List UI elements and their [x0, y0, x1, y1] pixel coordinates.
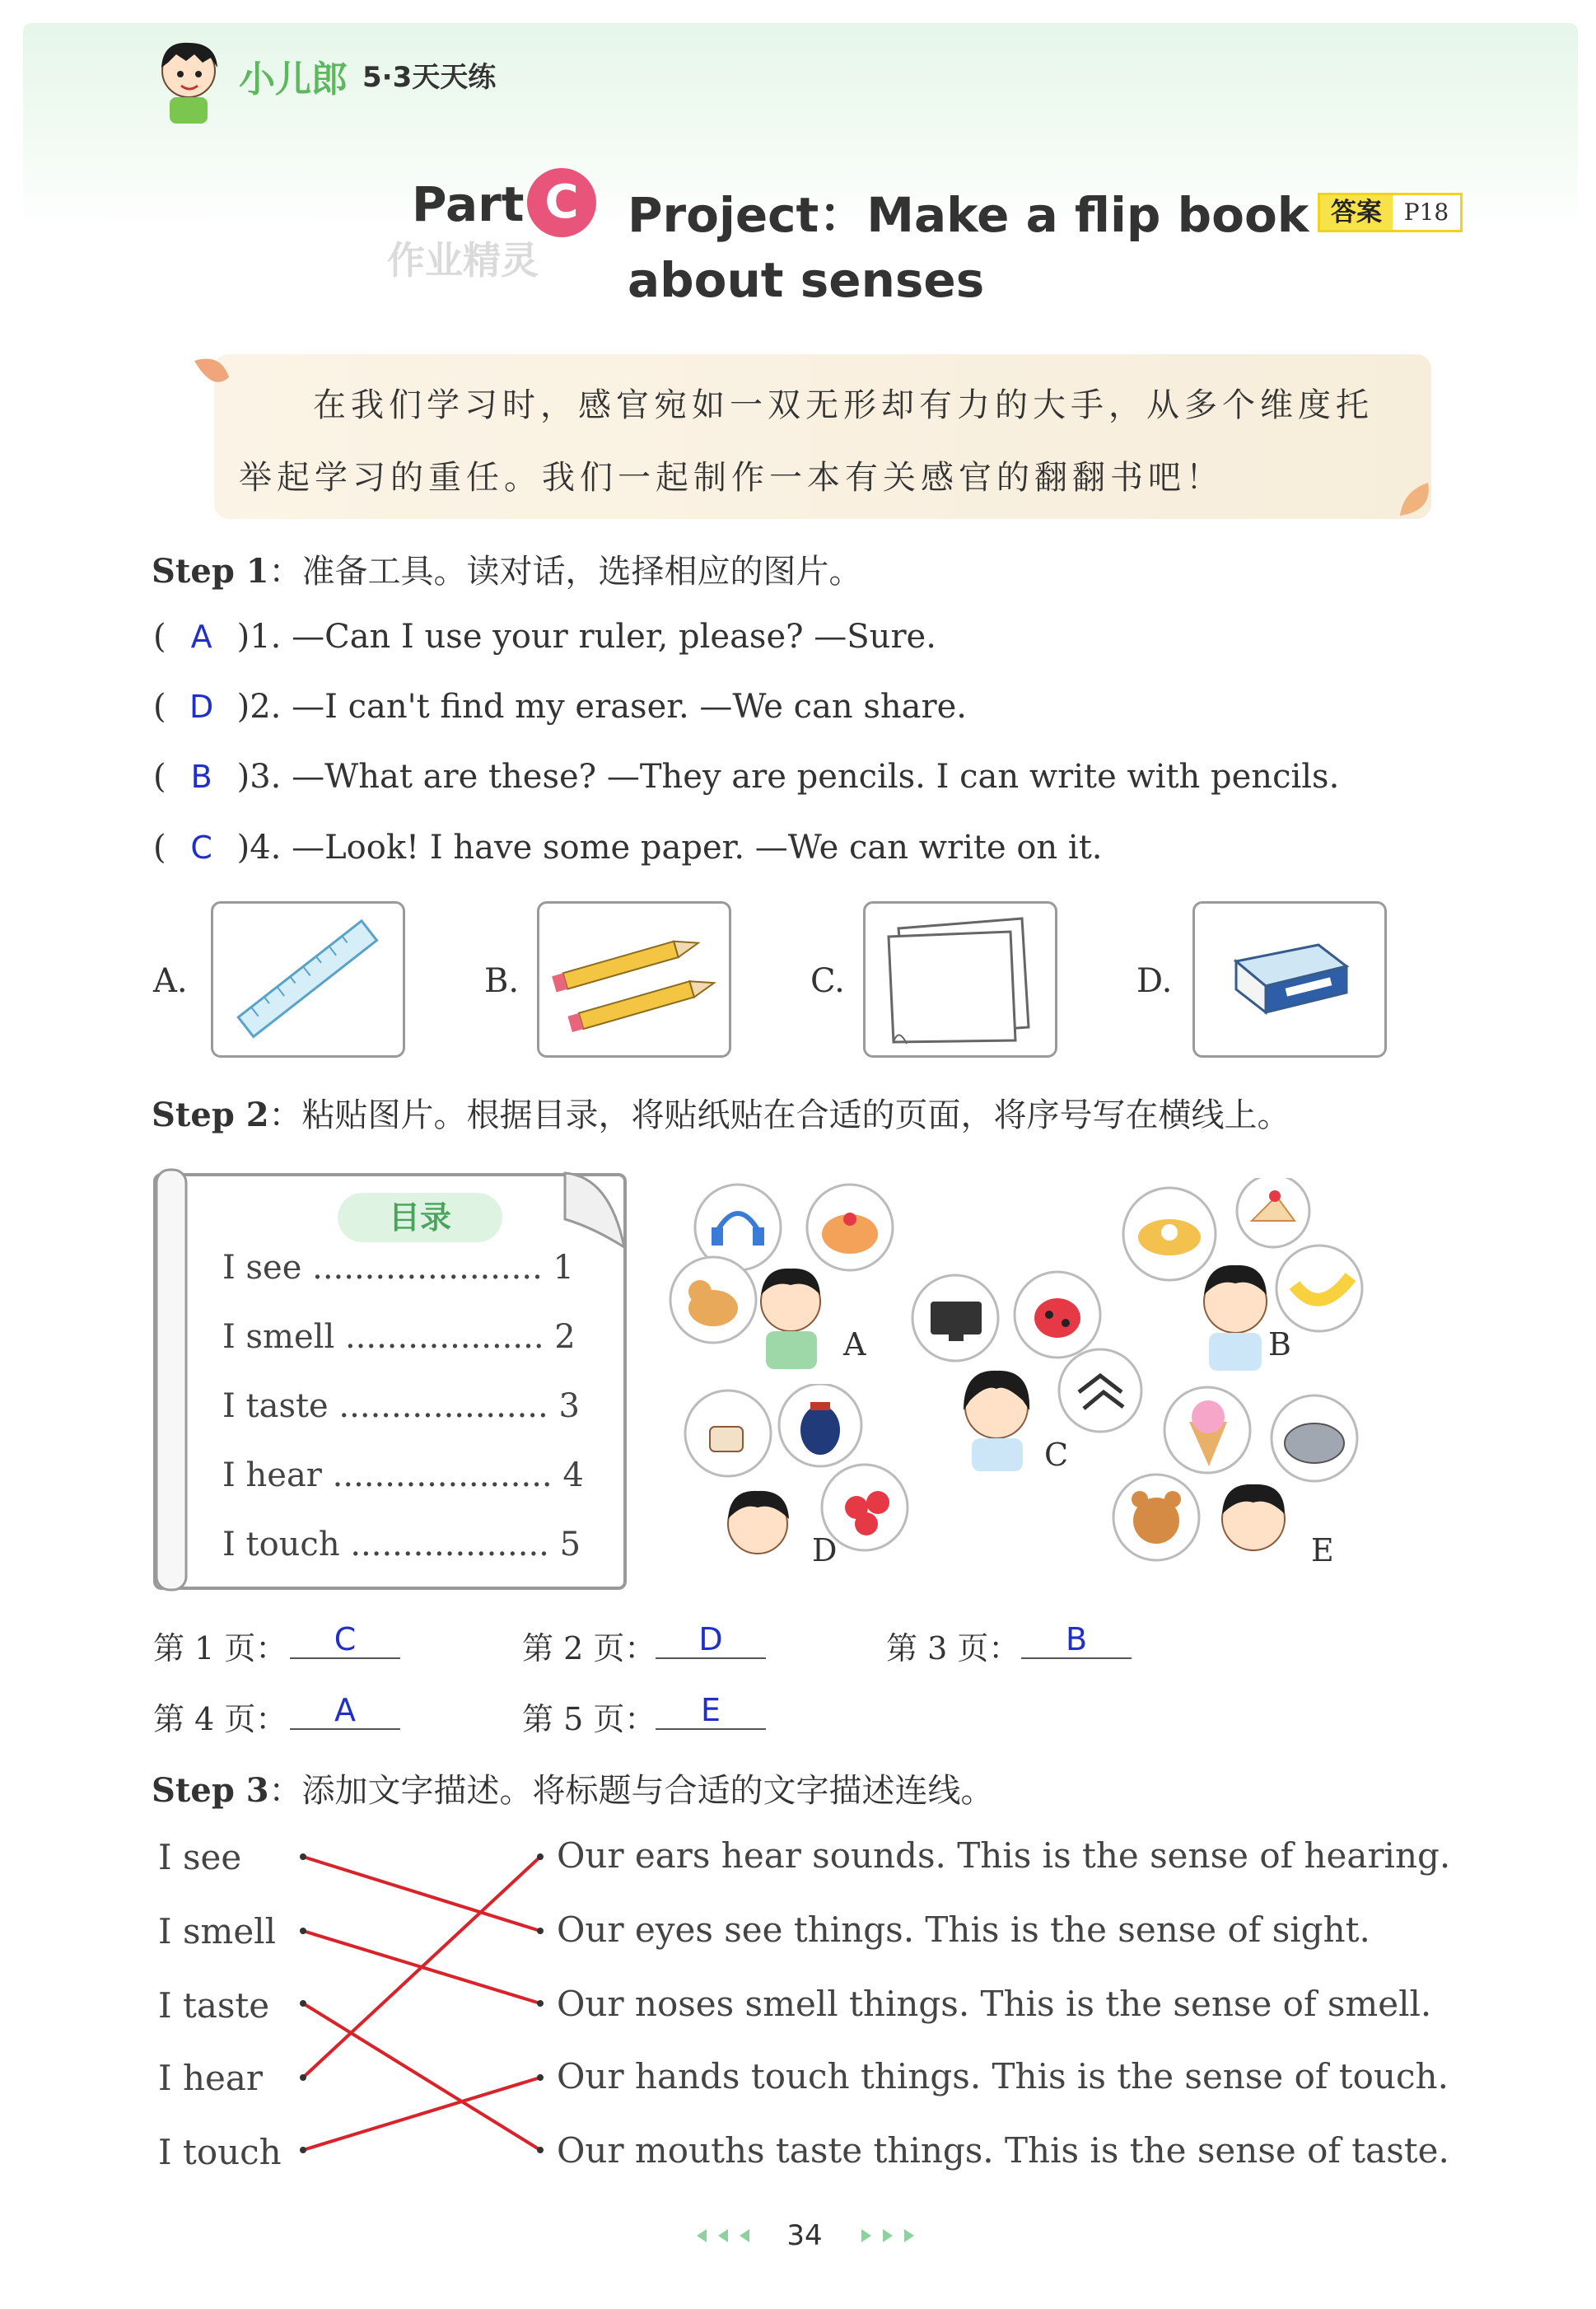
- option-d-box: [1192, 901, 1387, 1058]
- line-see-sight: [303, 1857, 540, 1931]
- sticker-e: [1104, 1384, 1375, 1582]
- left-item-hear: I hear: [158, 2058, 263, 2098]
- option-c-box: [863, 901, 1057, 1058]
- sticker-e-label: E: [1311, 1532, 1334, 1568]
- step2-label: Step 2: [152, 1096, 269, 1134]
- page-2-label: 第 2 页：: [522, 1630, 656, 1666]
- brand-logo: 小儿郎: [239, 58, 348, 100]
- page-1-label: 第 1 页：: [153, 1630, 287, 1666]
- option-a-box: [211, 901, 405, 1058]
- page-4-label: 第 4 页：: [153, 1701, 287, 1737]
- toc-row-3: I taste .................... 3: [222, 1387, 580, 1425]
- right-item-hearing: Our ears hear sounds. This is the sense of hearing.: [557, 1835, 1451, 1876]
- left-item-touch: I touch: [158, 2132, 282, 2172]
- line-smell-smell: [303, 1931, 540, 2003]
- right-item-taste: Our mouths taste things. This is the sense of taste.: [557, 2130, 1449, 2171]
- right-item-touch: Our hands touch things. This is the sense of touch.: [557, 2056, 1449, 2096]
- leaf-icon-right: [1392, 478, 1435, 521]
- intro-line2: 举起学习的重任。我们一起制作一本有关感官的翻翻书吧！: [239, 459, 1224, 497]
- pencils-icon: [539, 904, 729, 1055]
- answer-4: C: [190, 830, 212, 866]
- ruler-icon: [213, 904, 403, 1055]
- answer-1: A: [190, 619, 212, 655]
- page-1-answer[interactable]: C: [290, 1621, 400, 1659]
- footer-arrows-right-icon: [843, 2226, 917, 2246]
- page-5-label: 第 5 页：: [522, 1701, 656, 1737]
- sticker-d: [675, 1384, 922, 1582]
- step3-heading: [152, 1764, 994, 1811]
- title-line2: about senses: [628, 252, 985, 308]
- title-line1: Project：Make a flip book: [628, 187, 1309, 243]
- line-touch-touch: [303, 2078, 540, 2150]
- watermark: 作业精灵: [387, 238, 539, 283]
- toc-row-2: I smell ................... 2: [222, 1318, 576, 1356]
- step2-heading: [152, 1089, 1290, 1136]
- question-2: ( D )2. —I can't find my eraser. —We can share.: [153, 688, 968, 726]
- step1-label: Step 1: [152, 552, 269, 591]
- answer-reference: [1318, 193, 1463, 232]
- page-4-answer[interactable]: A: [290, 1692, 400, 1730]
- toc-title: 目录: [338, 1193, 502, 1242]
- page-3-answer[interactable]: B: [1021, 1621, 1132, 1659]
- paper-icon: [866, 904, 1055, 1055]
- sticker-b-label: B: [1268, 1326, 1291, 1362]
- line-hear-hearing: [303, 1857, 540, 2078]
- step2-instruction: ：粘贴图片。根据目录，将贴纸贴在合适的页面，将序号写在横线上。: [268, 1096, 1290, 1134]
- left-item-taste: I taste: [158, 1985, 270, 2026]
- scroll-roll-icon: [148, 1162, 198, 1598]
- page-3-label: 第 3 页：: [886, 1630, 1020, 1666]
- step1-heading: [152, 545, 862, 592]
- answer-3: B: [190, 759, 212, 795]
- intro-line1: 在我们学习时，感官宛如一双无形却有力的大手，从多个维度托: [313, 386, 1374, 424]
- answer-label: 答案: [1320, 195, 1393, 230]
- line-taste-taste: [303, 2003, 540, 2150]
- right-item-smell: Our noses smell things. This is the sense of smell.: [557, 1984, 1432, 2024]
- page-5-answer[interactable]: E: [656, 1692, 766, 1730]
- option-b-label: B.: [484, 962, 520, 1000]
- question-4: ( C )4. —Look! I have some paper. —We can write on it.: [153, 829, 1103, 867]
- option-d-label: D.: [1136, 962, 1173, 1000]
- question-3: ( B )3. —What are these? —They are pencils. I can write with pencils.: [153, 758, 1340, 796]
- step1-instruction: ：准备工具。读对话，选择相应的图片。: [268, 553, 862, 591]
- part-letter: C: [527, 168, 596, 237]
- series-name: 5·3天天练: [362, 61, 497, 94]
- toc-row-1: I see ...................... 1: [222, 1249, 574, 1287]
- sticker-d-label: D: [812, 1532, 838, 1568]
- option-a-label: A.: [153, 962, 188, 1000]
- page-number: 34: [786, 2219, 823, 2252]
- page-curl-icon: [560, 1170, 629, 1252]
- step3-instruction: ：添加文字描述。将标题与合适的文字描述连线。: [268, 1772, 994, 1810]
- option-b-box: [537, 901, 731, 1058]
- sticker-c-label: C: [1044, 1437, 1069, 1473]
- question-1: ( A )1. —Can I use your ruler, please? —Sure.: [153, 618, 936, 656]
- answer-page: P18: [1403, 199, 1449, 226]
- sticker-a: [667, 1178, 914, 1376]
- answer-2: D: [189, 689, 214, 725]
- left-item-see: I see: [158, 1837, 242, 1877]
- mascot-icon: [153, 36, 224, 129]
- option-c-label: C.: [810, 962, 845, 1000]
- right-item-sight: Our eyes see things. This is the sense of sight.: [557, 1909, 1370, 1950]
- step3-label: Step 3: [152, 1771, 269, 1810]
- toc-row-4: I hear ..................... 4: [222, 1456, 584, 1494]
- page-2-answer[interactable]: D: [656, 1621, 766, 1659]
- leaf-icon: [188, 353, 234, 399]
- left-item-smell: I smell: [158, 1911, 277, 1951]
- title-part: Part: [412, 176, 525, 232]
- sticker-a-label: A: [843, 1326, 866, 1362]
- toc-row-5: I touch ................... 5: [222, 1526, 581, 1563]
- footer-arrows-left-icon: [693, 2226, 768, 2246]
- eraser-icon: [1195, 904, 1384, 1055]
